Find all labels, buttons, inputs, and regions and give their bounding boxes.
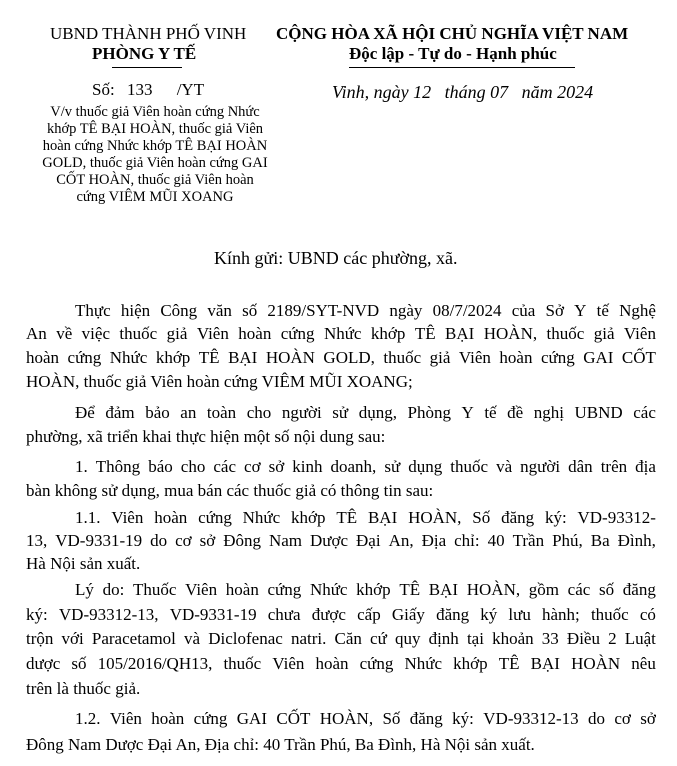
p5-line: trên là thuốc giả. <box>26 679 141 698</box>
p4-line: 1.1. Viên hoàn cứng Nhức khớp TÊ BẠI HOÀN, Số đăng ký: VD-93312- <box>75 508 656 527</box>
p6-line: 1.2. Viên hoàn cứng GAI CỐT HOÀN, Số đăng ký: VD-93312-13 do cơ sở <box>75 709 656 728</box>
p5-line: Lý do: Thuốc Viên hoàn cứng Nhức khớp TÊ BẠI HOÀN, gồm các số đăng <box>75 580 656 599</box>
p6-line: Đông Nam Dược Đại An, Địa chỉ: 40 Trần Phú, Ba Đình, Hà Nội sản xuất. <box>26 735 535 754</box>
p1-line: HOÀN, thuốc giả Viên hoàn cứng VIÊM MŨI XOANG; <box>26 372 413 391</box>
p3-line: bàn không sử dụng, mua bán các thuốc giả có thông tin sau: <box>26 481 434 500</box>
nation-title: CỘNG HÒA XÃ HỘI CHỦ NGHĨA VIỆT NAM <box>276 24 629 43</box>
date-line: Vinh, ngày 12 tháng 07 năm 2024 <box>332 82 594 102</box>
subject-line: GOLD, thuốc giả Viên hoàn cứng GAI <box>42 155 268 171</box>
doc-number-value: 133 <box>126 80 153 99</box>
agency-name: PHÒNG Y TẾ <box>92 44 197 63</box>
subject-line: khớp TÊ BẠI HOÀN, thuốc giả Viên <box>46 121 264 137</box>
subject-line: CỐT HOÀN, thuốc giả Viên hoàn <box>56 172 254 188</box>
p1-line: An về việc thuốc giả Viên hoàn cứng Nhức khớp TÊ BẠI HOÀN, thuốc giả Viên <box>26 324 656 343</box>
motto: Độc lập - Tự do - Hạnh phúc <box>349 44 557 63</box>
p4-line: 13, VD-9331-19 do cơ sở Đông Nam Dược Đại An, Địa chỉ: 40 Trần Phú, Ba Đình, <box>26 531 656 550</box>
p3-line: 1. Thông báo cho các cơ sở kinh doanh, sử dụng thuốc và người dân trên địa <box>75 457 656 476</box>
doc-number-label: Số: <box>92 80 115 99</box>
doc-number-suffix: /YT <box>176 80 205 99</box>
p2-line: phường, xã triển khai thực hiện một số nội dung sau: <box>26 427 386 446</box>
recipient: Kính gửi: UBND các phường, xã. <box>214 248 458 268</box>
subject-line: hoàn cứng Nhức khớp TÊ BẠI HOÀN <box>42 138 268 154</box>
subject-line: cứng VIÊM MŨI XOANG <box>76 189 234 205</box>
p1-line: Thực hiện Công văn số 2189/SYT-NVD ngày 08/7/2024 của Sở Y tế Nghệ <box>75 301 656 320</box>
subject-line: V/v thuốc giả Viên hoàn cứng Nhức <box>50 104 260 120</box>
p2-line: Để đảm bảo an toàn cho người sử dụng, Phòng Y tế đề nghị UBND các <box>75 403 656 422</box>
p5-line: ký: VD-93312-13, VD-9331-19 chưa được cấp Giấy đăng ký lưu hành; thuốc có <box>26 605 656 624</box>
p4-line: Hà Nội sản xuất. <box>26 554 141 573</box>
p5-line: dược số 105/2016/QH13, thuốc Viên hoàn cứng Nhức khớp TÊ BẠI HOÀN nêu <box>26 654 656 673</box>
p1-line: hoàn cứng Nhức khớp TÊ BẠI HOÀN GOLD, thuốc giả Viên hoàn cứng GAI CỐT <box>26 348 656 367</box>
agency-parent: UBND THÀNH PHỐ VINH <box>50 24 247 43</box>
p5-line: trộn với Paracetamol và Diclofenac natri. Căn cứ quy định tại khoản 33 Điều 2 Luật <box>26 629 656 648</box>
